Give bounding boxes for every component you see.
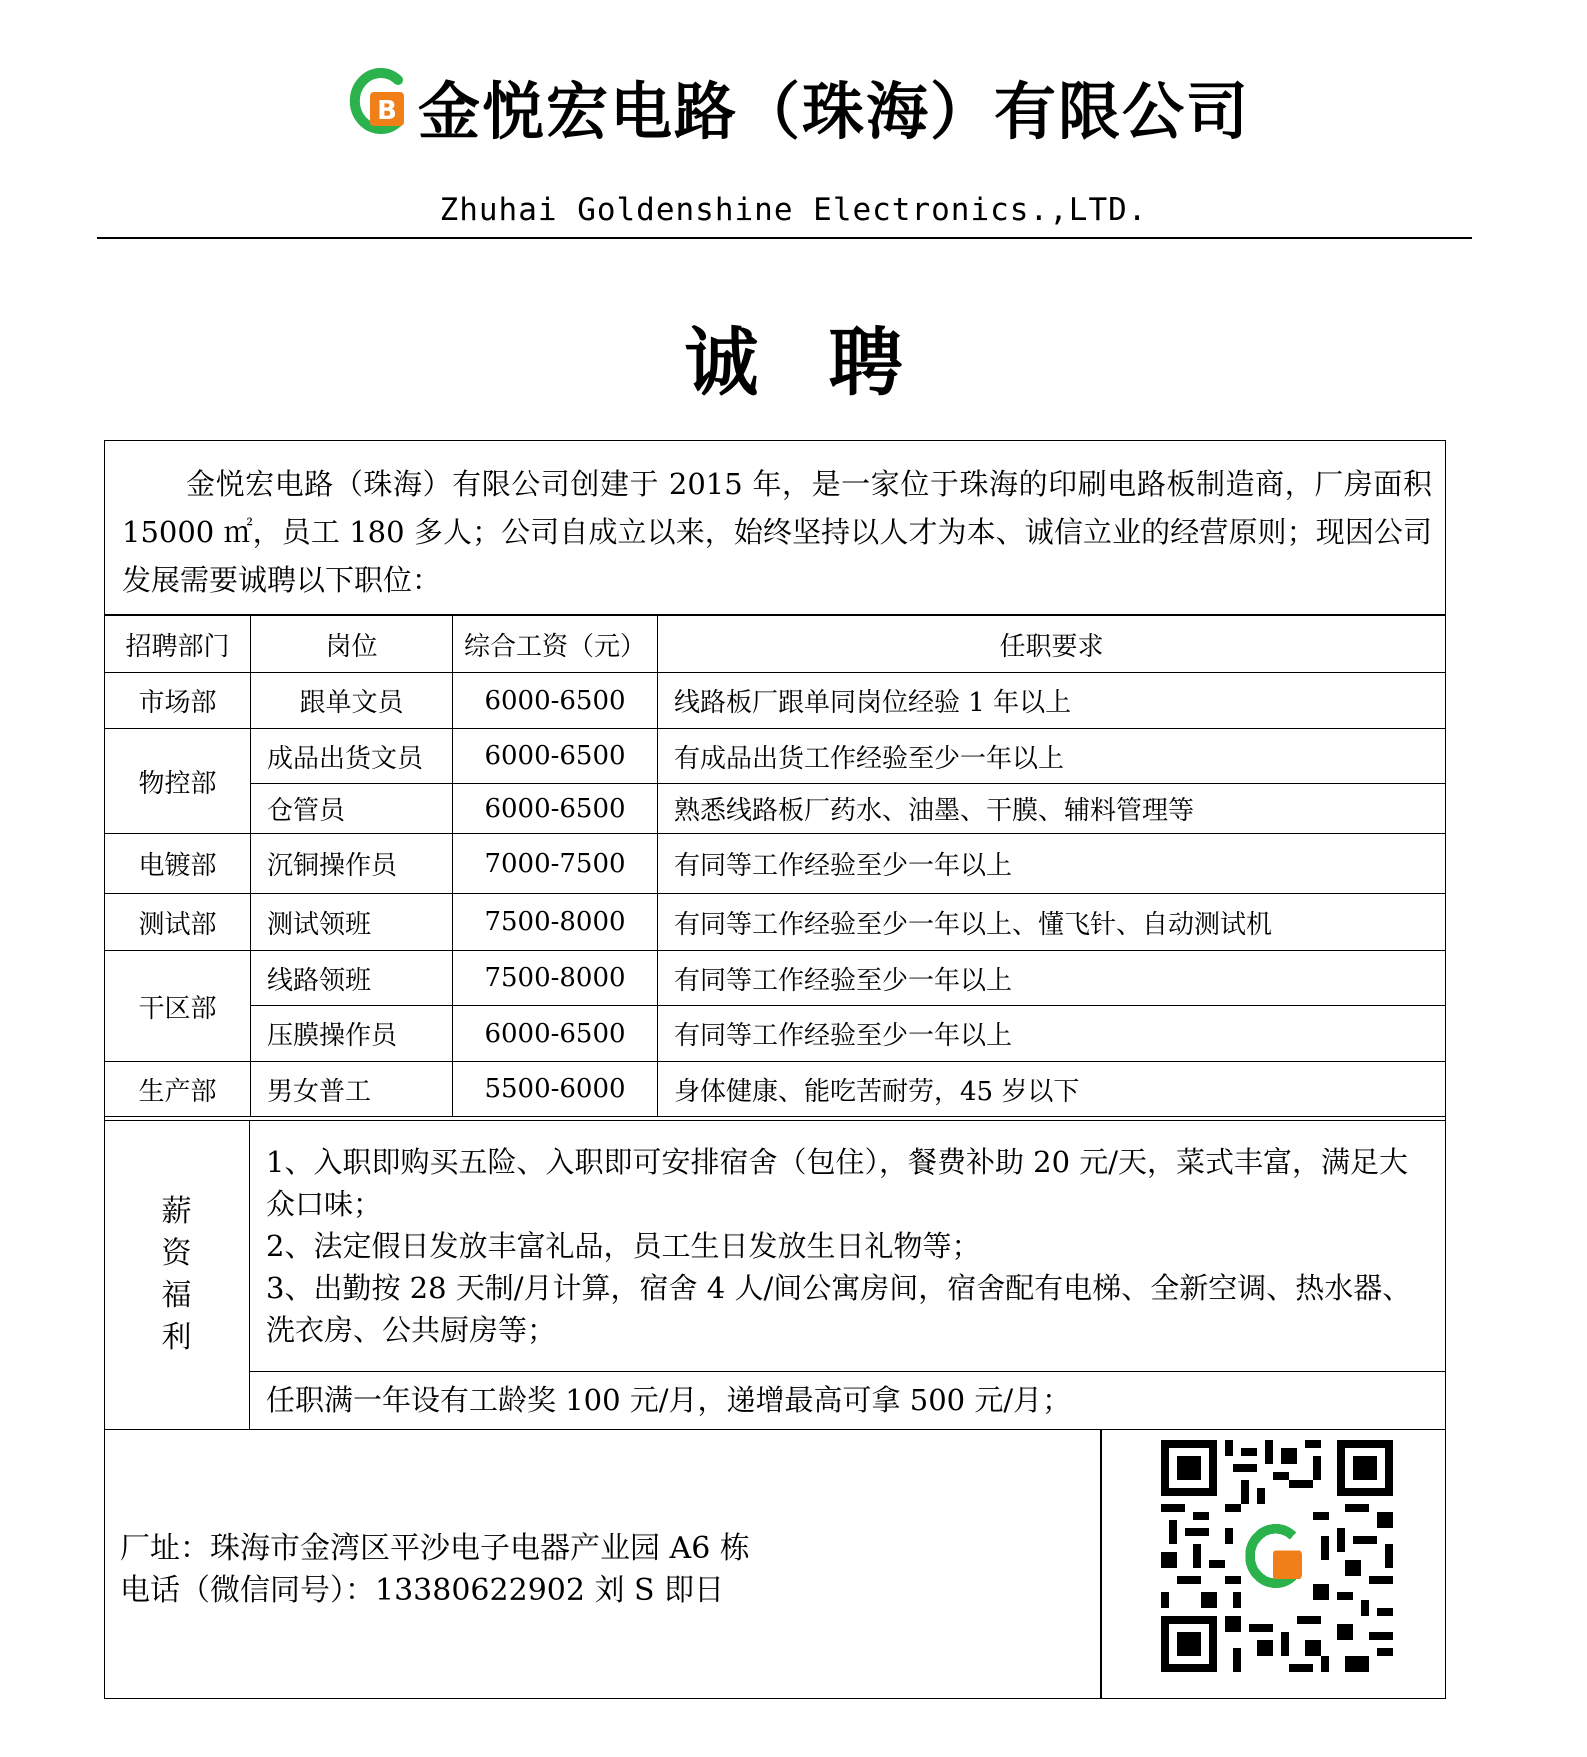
letterhead <box>0 0 1587 250</box>
benefit-item: 1、入职即购买五险、入职即可安排宿舍（包住），餐费补助 20 元/天，菜式丰富，满足大众口味； <box>266 1145 1409 1221</box>
table-header-row <box>105 616 1446 673</box>
requirement-cell: 有同等工作经验至少一年以上 <box>658 1006 1446 1062</box>
table-row <box>105 951 1446 1006</box>
company-name-cn: 金悦宏电路（珠海）有限公司 <box>418 75 1251 148</box>
contact-divider <box>1100 1430 1102 1699</box>
table-row <box>105 673 1446 729</box>
header-requirement: 任职要求 <box>658 616 1446 673</box>
dept-cell: 电镀部 <box>105 834 251 894</box>
dept-cell: 测试部 <box>105 894 251 951</box>
seniority-bonus: 任职满一年设有工龄奖 100 元/月，递增最高可拿 500 元/月； <box>250 1371 1446 1429</box>
position-cell: 男女普工 <box>251 1062 453 1117</box>
job-table <box>104 615 1446 1117</box>
benefits-label-char: 薪 <box>161 1194 192 1229</box>
benefits-label-char: 福 <box>161 1278 192 1313</box>
benefits-label-char: 资 <box>161 1236 192 1271</box>
dept-cell: 生产部 <box>105 1062 251 1117</box>
salary-cell: 7500-8000 <box>453 951 658 1006</box>
salary-cell: 6000-6500 <box>453 1006 658 1062</box>
company-intro: 金悦宏电路（珠海）有限公司创建于 2015 年，是一家位于珠海的印刷电路板制造商，厂房面积 15000 ㎡，员工 180 多人；公司自成立以来，始终坚持以人才为本、诚信立业的经营原则；现因公司发展需要诚聘以下职位： <box>104 440 1446 615</box>
contact-section <box>104 1430 1446 1699</box>
position-cell: 沉铜操作员 <box>251 834 453 894</box>
requirement-cell: 有同等工作经验至少一年以上、懂飞针、自动测试机 <box>658 894 1446 951</box>
salary-cell: 5500-6000 <box>453 1062 658 1117</box>
company-name-en: Zhuhai Goldenshine Electronics.,LTD. <box>439 192 1148 228</box>
table-row <box>105 784 1446 834</box>
position-cell: 仓管员 <box>251 784 453 834</box>
benefits-list <box>266 1141 1434 1351</box>
position-cell: 跟单文员 <box>251 673 453 729</box>
requirement-cell: 熟悉线路板厂药水、油墨、干膜、辅料管理等 <box>658 784 1446 834</box>
dept-cell: 干区部 <box>105 951 251 1062</box>
requirement-cell: 身体健康、能吃苦耐劳，45 岁以下 <box>658 1062 1446 1117</box>
salary-cell: 6000-6500 <box>453 673 658 729</box>
requirement-cell: 线路板厂跟单同岗位经验 1 年以上 <box>658 673 1446 729</box>
position-cell: 成品出货文员 <box>251 729 453 784</box>
salary-cell: 7000-7500 <box>453 834 658 894</box>
dept-cell: 物控部 <box>105 729 251 834</box>
header-salary: 综合工资（元） <box>453 616 658 673</box>
requirement-cell: 有成品出货工作经验至少一年以上 <box>658 729 1446 784</box>
table-row <box>105 1062 1446 1117</box>
table-row <box>105 834 1446 894</box>
header-dept: 招聘部门 <box>105 616 251 673</box>
requirement-cell: 有同等工作经验至少一年以上 <box>658 951 1446 1006</box>
table-row <box>105 894 1446 951</box>
salary-cell: 6000-6500 <box>453 784 658 834</box>
benefits-label-char: 利 <box>161 1320 192 1355</box>
page-title: 诚聘 <box>684 320 973 406</box>
qr-code-icon <box>1161 1440 1393 1672</box>
benefits-section <box>104 1120 1446 1430</box>
svg-text:B: B <box>377 96 397 126</box>
position-cell: 压膜操作员 <box>251 1006 453 1062</box>
benefits-label <box>104 1121 250 1429</box>
benefit-item: 3、出勤按 28 天制/月计算，宿舍 4 人/间公寓房间，宿舍配有电梯、全新空调、热水器、洗衣房、公共厨房等； <box>266 1271 1412 1347</box>
salary-cell: 6000-6500 <box>453 729 658 784</box>
header-divider <box>97 237 1472 239</box>
dept-cell: 市场部 <box>105 673 251 729</box>
header-position: 岗位 <box>251 616 453 673</box>
contact-phone: 电话（微信同号）：13380622902 刘 S 即日 <box>120 1573 725 1608</box>
salary-cell: 7500-8000 <box>453 894 658 951</box>
company-logo-icon <box>346 64 408 136</box>
factory-address: 厂址：珠海市金湾区平沙电子电器产业园 A6 栋 <box>120 1531 750 1566</box>
position-cell: 测试领班 <box>251 894 453 951</box>
benefit-item: 2、法定假日发放丰富礼品，员工生日发放生日礼物等； <box>266 1229 981 1263</box>
table-row <box>105 729 1446 784</box>
requirement-cell: 有同等工作经验至少一年以上 <box>658 834 1446 894</box>
table-row <box>105 1006 1446 1062</box>
position-cell: 线路领班 <box>251 951 453 1006</box>
